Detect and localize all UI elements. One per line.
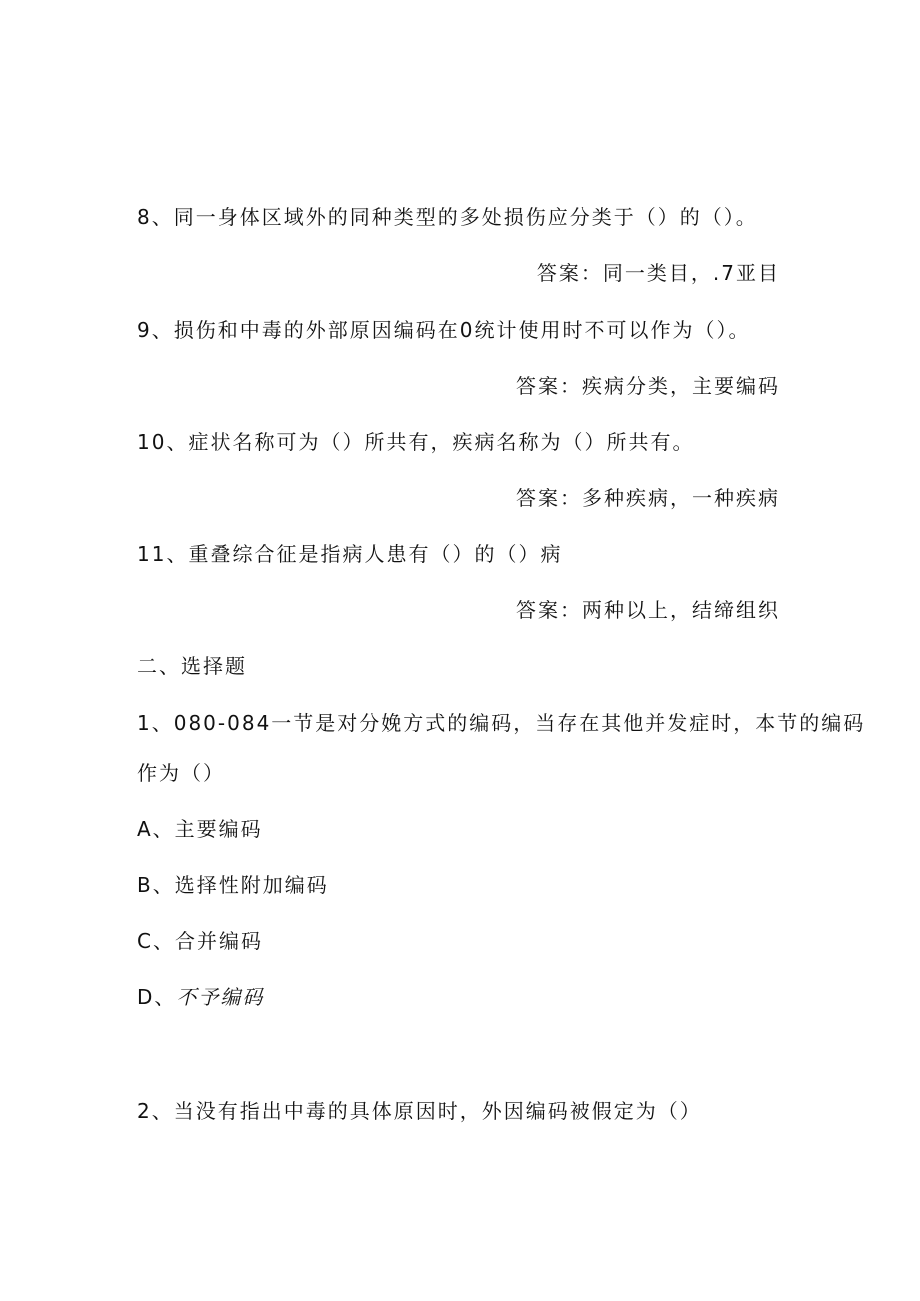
option-d-prefix: D、	[137, 985, 177, 1009]
question-9: 9、损伤和中毒的外部原因编码在0统计使用时不可以作为（）。	[137, 318, 751, 342]
answer-8: 答案：同一类目，.7亚目	[536, 261, 780, 285]
question-10: 10、症状名称可为（）所共有，疾病名称为（）所共有。	[137, 430, 695, 454]
option-a: A、主要编码	[137, 817, 263, 841]
section-title: 二、选择题	[137, 654, 247, 678]
answer-11: 答案：两种以上，结缔组织	[516, 598, 780, 622]
question-11: 11、重叠综合征是指病人患有（）的（）病	[137, 542, 563, 566]
option-c: C、合并编码	[137, 929, 263, 953]
option-b: B、选择性附加编码	[137, 873, 329, 897]
answer-9: 答案：疾病分类，主要编码	[516, 374, 780, 398]
option-d	[137, 987, 264, 1007]
choice-question-1-line2: 作为（）	[137, 761, 225, 785]
option-d-text: 不予编码	[176, 985, 265, 1009]
choice-question-1-line1: 1、080-084一节是对分娩方式的编码，当存在其他并发症时，本节的编码	[137, 711, 866, 735]
answer-10: 答案：多种疾病，一种疾病	[516, 486, 780, 510]
choice-question-2: 2、当没有指出中毒的具体原因时，外因编码被假定为（）	[137, 1099, 702, 1123]
question-8: 8、同一身体区域外的同种类型的多处损伤应分类于（）的（）。	[137, 205, 758, 229]
